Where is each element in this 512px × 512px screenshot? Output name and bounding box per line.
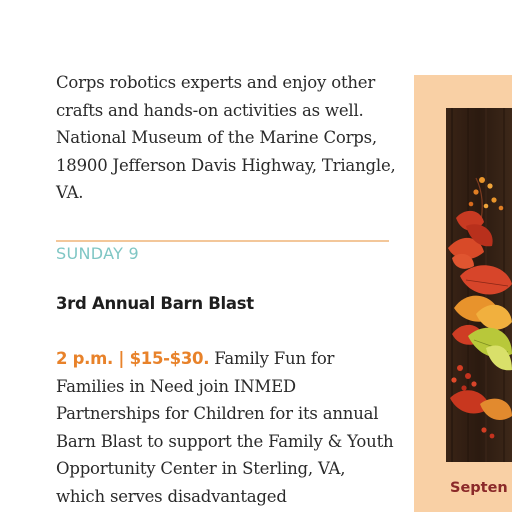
section-divider (56, 240, 389, 242)
event-time-price: 2 p.m. | $15-$30. (56, 349, 210, 368)
autumn-leaves-icon (446, 108, 512, 462)
intro-paragraph: Corps robotics experts and enjoy other crafts and hands-on activities as well. National Museum of the Marine Corps, 18900 Jefferson Davis Highway, Triangle, VA. (56, 73, 396, 202)
event-title: 3rd Annual Barn Blast (56, 294, 254, 313)
day-heading: SUNDAY 9 (56, 244, 140, 263)
sidebar-caption: Septen (450, 480, 508, 496)
event-description-text: Family Fun for Families in Need join INMED Partnerships for Children for its annual Barn Blast to support the Family & Youth Opportunity Center in Sterling, VA, which serves disadvantaged (56, 349, 394, 506)
event-description (56, 345, 396, 510)
autumn-leaves-photo (446, 108, 512, 462)
